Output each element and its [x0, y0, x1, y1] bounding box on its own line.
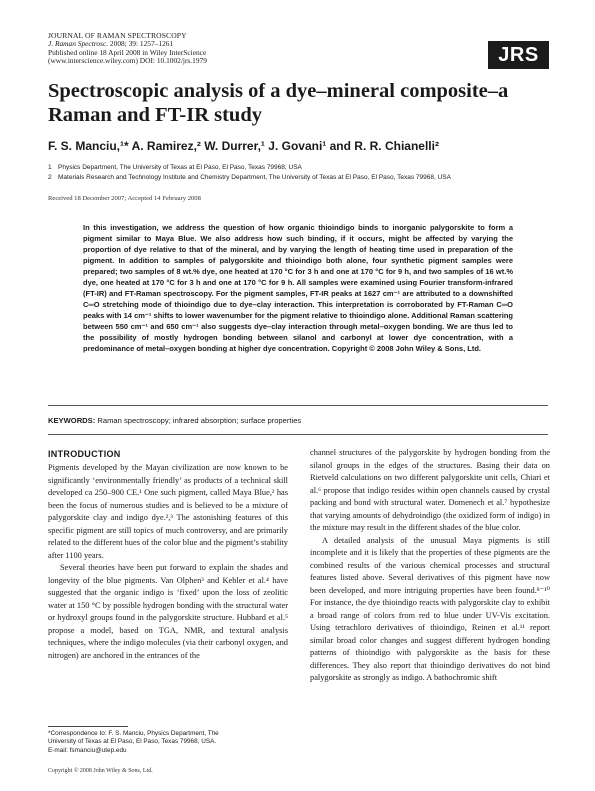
doi-line: (www.interscience.wiley.com) DOI: 10.1002/jrs.1979: [48, 56, 207, 66]
affiliation-1: [48, 164, 568, 172]
correspondence-footnote: [48, 730, 288, 755]
affiliation-2: [48, 174, 568, 182]
keywords: [48, 416, 301, 425]
article-title: Spectroscopic analysis of a dye–mineral composite–a Raman and FT-IR study: [48, 80, 509, 126]
paragraph: channel structures of the palygorskite by hydrogen bonding from the silanol groups in the edges of the structures. Basing their data on Rietveld calculations on two different palygorskite unit cells, Chiari et al.⁶ propose that indigo resides within open channels caused by crystal packing and bond with structural water. Domenech et al.⁷ hypothesize that varying amounts of dehydroindigo (the oxidized form of indigo) in the mixture may result in the different shades of the blue color.: [310, 448, 550, 532]
citation-journal: J. Raman Spectrosc.: [48, 39, 109, 49]
citation-volume: 2008; 39: 1257–1261: [108, 39, 174, 49]
left-column: [48, 462, 288, 662]
paragraph: Several theories have been put forward to explain the shades and longevity of the blue pigments. Van Olphen³ and Kebler et al.⁴ have suggested that the organic indigo is ‘fixed’ upon the loss of zeolitic water at 150 °C by possible hydrogen bonding with the structural water or hydroxyl groups found in the palygorskite structure. Hubbard et al.⁵ propose a model, based on TGA, NMR, and textural analysis techniques, where the indigo molecules (via their carbonyl oxygen, and nitrogen) are anchored in the entrances of the: [48, 563, 288, 660]
affiliation-number: 2: [48, 174, 52, 181]
footnote-line: *Correspondence to: F. S. Manciu, Physics Department, The: [48, 730, 219, 737]
received-date: Received 18 December 2007; Accepted 14 February 2008: [48, 195, 201, 202]
published-line: Published online 18 April 2008 in Wiley InterScience: [48, 47, 207, 57]
footnote-rule: [48, 726, 128, 727]
journal-logo-badge: JRS: [488, 41, 549, 69]
keywords-bottom-rule: [48, 434, 548, 435]
journal-header: [48, 32, 548, 66]
footnote-email: E-mail: fsmanciu@utep.edu: [48, 746, 127, 754]
page-copyright: Copyright © 2008 John Wiley & Sons, Ltd.: [48, 768, 153, 774]
abstract: In this investigation, we address the question of how organic thioindigo binds to inorganic palygorskite to form a pigment similar to Maya Blue. We also address how such binding, if it occurs, might be affected by varying the proportion of dye relative to that of the mineral, and by varying the length of heating time used in preparation of the pigment. In addition to samples of palygorskite and thioindigo both alone, four synthetic pigment samples were prepared; two samples of 8 wt.% dye, one heated at 170 °C for 3 h and one at 170 °C for 9 h, and two samples of 16 wt.% dye, one heated at 170 °C for 3 h and one at 170 °C for 9 h. All samples were examined using Fourier transform-infrared (FT-IR) and FT-Raman spectroscopy. For the pigment samples, FT-IR peaks at 1627 cm⁻¹ are attributed to a downshifted C═O stretching mode of thioindigo due to dye–clay interaction. This interpretation is corroborated by FT-Raman C═O peaks with 14 cm⁻¹ shifts to lower wavenumber for the pigment relative to thioindigo alone. Additional Raman scattering between 550 cm⁻¹ and 650 cm⁻¹ also suggests dye–clay interaction through metal–oxygen bonding. We are thus led to the possibility of mostly hydrogen bonding between silanol and carbonyl at lower dye concentration, with a predominance of metal–oxygen bonding at higher dye concentration. Copyright © 2008 John Wiley & Sons, Ltd.: [83, 223, 513, 353]
right-column: [310, 447, 550, 685]
affiliation-number: 1: [48, 164, 52, 171]
keywords-top-rule: [48, 405, 548, 406]
section-heading-introduction: INTRODUCTION: [48, 449, 121, 459]
paragraph: Pigments developed by the Mayan civilization are now known to be significantly ‘environmentally friendly’ as products of a technical skill developed ca 250–900 CE.¹ One such pigment, called Maya Blue,² has been the focus of numerous studies and is believed to be a mixture of palygorskite clay and indigo dye.²,³ The astonishing features of this specific pigment are still topics of much controversy, and are primarily related to the different hues of the color blue and the pigment’s stability after 1100 years.: [48, 463, 288, 560]
keywords-label: KEYWORDS:: [48, 416, 96, 425]
keywords-text: Raman spectroscopy; infrared absorption; surface properties: [95, 416, 302, 425]
affiliation-text: Physics Department, The University of Texas at El Paso, El Paso, Texas 79968, USA: [58, 164, 302, 171]
author-list: F. S. Manciu,¹* A. Ramirez,² W. Durrer,¹ J. Govani¹ and R. R. Chianelli²: [48, 139, 439, 153]
footnote-line: University of Texas at El Paso, El Paso, Texas 79968, USA.: [48, 738, 217, 746]
paragraph: A detailed analysis of the unusual Maya pigments is still incomplete and it is likely that the properties of these pigments are the combined results of the various chemical processes and structural features listed above. Several derivatives of this pigment have now been developed, and more intriguing properties have been found.⁸⁻¹⁰ For instance, the dye thioindigo reacts with palygorskite clay to exhibit a broad range of colors from red to blue under UV-Vis excitation. Using tetrachloro derivatives of thioindigo, Reinen et al.¹¹ report similar broad color changes and suggest different hydrogen bonding patterns of thioindigo with palygorskite as the basis for these differences. They also report that thioindigo derivatives do not bind palygorskite as strongly as indigo. A bathochromic shift: [310, 535, 550, 682]
affiliation-text: Materials Research and Technology Institute and Chemistry Department, The University of Texas at El Paso, El Paso, Texas 79968, USA: [58, 174, 451, 181]
journal-name: JOURNAL OF RAMAN SPECTROSCOPY: [48, 31, 187, 40]
